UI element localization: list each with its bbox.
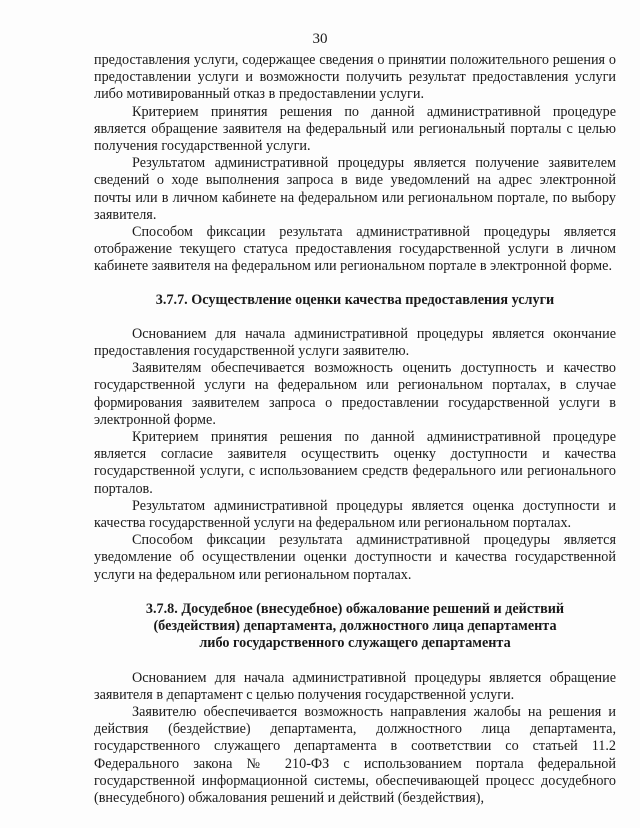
heading-line: (бездействия) департамента, должностного лица департамента: [153, 618, 557, 635]
paragraph: предоставления услуги, содержащее сведения о принятии положительного решения о предоставлении услуги и возможности получить результат предоставления услуги либо мотивированный отказ в предоставлении услуги.: [94, 52, 616, 103]
section-heading-3-7-8: [94, 601, 616, 653]
paragraph: Способом фиксации результата административной процедуры является отображение текущего статуса предоставления государственной услуги в личном кабинете заявителя на федеральном или региональном портале в электронной форме.: [94, 224, 616, 275]
paragraph: Основанием для начала административной процедуры является окончание предоставления государственной услуги заявителю.: [94, 325, 616, 360]
paragraph: Способом фиксации результата административной процедуры является уведомление об осуществлении оценки доступности и качества государственной услуги на федеральном или региональном порталах.: [94, 532, 616, 583]
paragraph: Заявителям обеспечивается возможность оценить доступность и качество государственной услуги на федеральном или региональном порталах, в случае формирования заявителем запроса о предоставлении государственной услуги в электронной форме.: [94, 360, 616, 428]
paragraph: Заявителю обеспечивается возможность направления жалобы на решения и действия (бездействие) департамента, должностного лица департамента, государственного служащего департамента в соответствии со статьей 11.2 Федерального закона № 210-ФЗ с использованием портала федеральной государственной информационной системы, обеспечивающей процесс досудебного (внесудебного) обжалования решений и действий (бездействия),: [94, 703, 616, 806]
paragraph: Критерием принятия решения по данной административной процедуре является согласие заявителя осуществить оценку доступности и качества государственной услуги, с использованием средств федерального или регионального порталов.: [94, 429, 616, 497]
paragraph: Основанием для начала административной процедуры является обращение заявителя в департамент с целью получения государственной услуги.: [94, 669, 616, 703]
heading-line: 3.7.8. Досудебное (внесудебное) обжалование решений и действий: [145, 600, 565, 617]
page-number: 30: [312, 31, 328, 47]
paragraph: Критерием принятия решения по данной административной процедуре является обращение заявителя на федеральный или региональный порталы с целью получения государственной услуги.: [94, 103, 616, 155]
paragraph: Результатом административной процедуры является оценка доступности и качества государственной услуги на федеральном или региональном порталах.: [94, 497, 616, 532]
heading-line: либо государственного служащего департамента: [199, 635, 511, 652]
paragraph: Результатом административной процедуры является получение заявителем сведений о ходе выполнения запроса в виде уведомлений на адрес электронной почты или в личном кабинете на федеральном или региональном портале, по выбору заявителя.: [94, 155, 616, 223]
section-heading-3-7-7: 3.7.7. Осуществление оценки качества предоставления услуги: [155, 291, 555, 308]
page-content: [94, 52, 616, 807]
